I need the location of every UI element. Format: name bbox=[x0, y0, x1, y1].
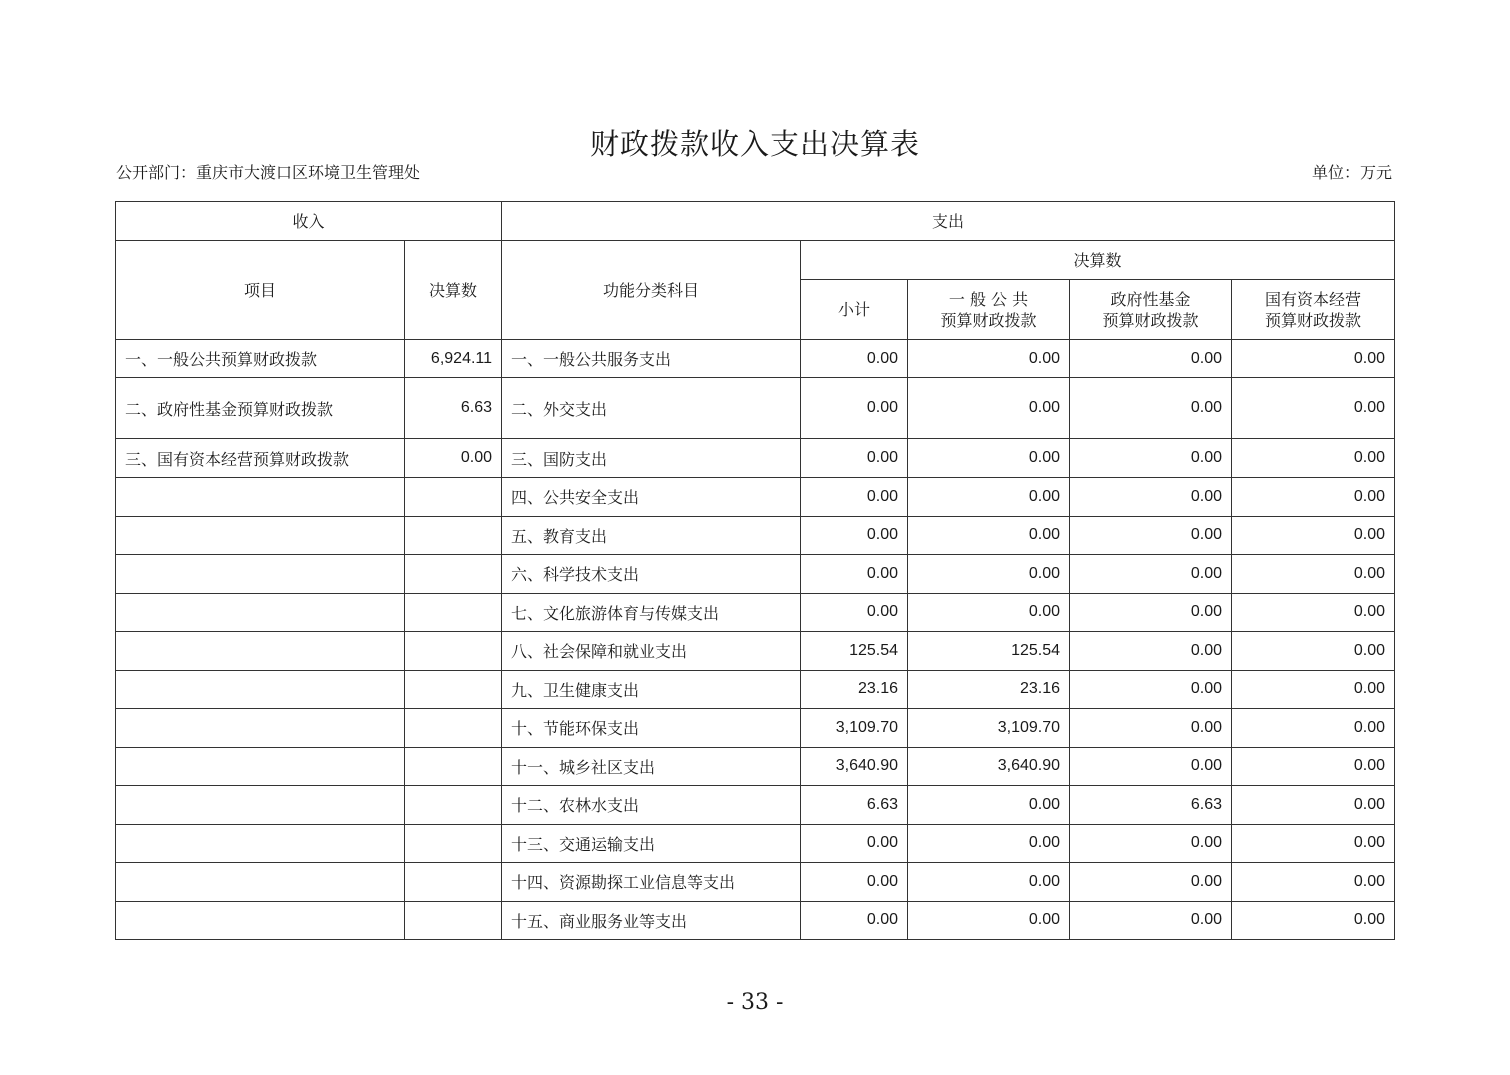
table-row bbox=[116, 478, 1395, 517]
general-budget-cell: 0.00 bbox=[908, 340, 1070, 378]
gov-fund-cell: 0.00 bbox=[1070, 340, 1232, 378]
budget-table bbox=[115, 201, 1395, 940]
income-final-amount-header: 决算数 bbox=[405, 241, 502, 340]
general-budget-cell: 125.54 bbox=[908, 632, 1070, 671]
table-row bbox=[116, 555, 1395, 594]
item-header: 项目 bbox=[116, 241, 405, 340]
state-capital-cell: 0.00 bbox=[1232, 747, 1395, 786]
income-item-cell bbox=[116, 593, 405, 632]
income-item-cell bbox=[116, 632, 405, 671]
department-label: 公开部门：重庆市大渡口区环境卫生管理处 bbox=[116, 163, 421, 182]
state-capital-cell: 0.00 bbox=[1232, 593, 1395, 632]
category-cell: 七、文化旅游体育与传媒支出 bbox=[502, 593, 801, 632]
category-cell: 六、科学技术支出 bbox=[502, 555, 801, 594]
gov-fund-cell: 0.00 bbox=[1070, 593, 1232, 632]
subtotal-cell: 0.00 bbox=[801, 516, 908, 555]
income-amount-cell bbox=[405, 593, 502, 632]
table-row bbox=[116, 340, 1395, 378]
state-capital-cell: 0.00 bbox=[1232, 340, 1395, 378]
state-capital-cell: 0.00 bbox=[1232, 670, 1395, 709]
general-budget-cell: 0.00 bbox=[908, 901, 1070, 940]
gov-fund-cell: 0.00 bbox=[1070, 747, 1232, 786]
income-amount-cell bbox=[405, 709, 502, 748]
income-amount-cell bbox=[405, 786, 502, 825]
unit-label: 单位：万元 bbox=[1311, 163, 1392, 182]
general-budget-cell: 0.00 bbox=[908, 478, 1070, 517]
state-capital-budget-header: 国有资本经营 预算财政拨款 bbox=[1232, 280, 1395, 340]
subtotal-cell: 0.00 bbox=[801, 439, 908, 478]
category-cell: 九、卫生健康支出 bbox=[502, 670, 801, 709]
income-amount-cell bbox=[405, 747, 502, 786]
general-budget-cell: 0.00 bbox=[908, 593, 1070, 632]
subtotal-cell: 0.00 bbox=[801, 555, 908, 594]
income-amount-cell bbox=[405, 863, 502, 902]
subtotal-cell: 0.00 bbox=[801, 863, 908, 902]
subtotal-cell: 125.54 bbox=[801, 632, 908, 671]
state-capital-cell: 0.00 bbox=[1232, 901, 1395, 940]
income-item-cell: 一、一般公共预算财政拨款 bbox=[116, 340, 405, 378]
table-row bbox=[116, 439, 1395, 478]
income-item-cell bbox=[116, 670, 405, 709]
general-budget-cell: 0.00 bbox=[908, 863, 1070, 902]
subtotal-cell: 0.00 bbox=[801, 901, 908, 940]
general-budget-cell: 0.00 bbox=[908, 786, 1070, 825]
subtotal-header: 小计 bbox=[801, 280, 908, 340]
income-header: 收入 bbox=[116, 202, 502, 241]
income-amount-cell bbox=[405, 516, 502, 555]
income-item-cell bbox=[116, 786, 405, 825]
income-amount-cell bbox=[405, 824, 502, 863]
general-budget-header: 一 般 公 共 预算财政拨款 bbox=[908, 280, 1070, 340]
category-cell: 十、节能环保支出 bbox=[502, 709, 801, 748]
general-budget-cell: 0.00 bbox=[908, 555, 1070, 594]
income-amount-cell: 6,924.11 bbox=[405, 340, 502, 378]
table-row bbox=[116, 824, 1395, 863]
page-title: 财政拨款收入支出决算表 bbox=[589, 127, 920, 161]
category-cell: 一、一般公共服务支出 bbox=[502, 340, 801, 378]
state-capital-cell: 0.00 bbox=[1232, 555, 1395, 594]
table-row bbox=[116, 901, 1395, 940]
state-capital-cell: 0.00 bbox=[1232, 516, 1395, 555]
general-budget-cell: 0.00 bbox=[908, 516, 1070, 555]
state-capital-cell: 0.00 bbox=[1232, 378, 1395, 439]
gov-fund-cell: 0.00 bbox=[1070, 478, 1232, 517]
income-item-cell bbox=[116, 747, 405, 786]
category-cell: 八、社会保障和就业支出 bbox=[502, 632, 801, 671]
state-capital-cell: 0.00 bbox=[1232, 824, 1395, 863]
table-row bbox=[116, 632, 1395, 671]
general-budget-cell: 3,640.90 bbox=[908, 747, 1070, 786]
table-row bbox=[116, 378, 1395, 439]
state-capital-cell: 0.00 bbox=[1232, 439, 1395, 478]
general-budget-cell: 0.00 bbox=[908, 824, 1070, 863]
income-amount-cell: 6.63 bbox=[405, 378, 502, 439]
gov-fund-cell: 0.00 bbox=[1070, 901, 1232, 940]
expenditure-final-amount-header: 决算数 bbox=[801, 241, 1395, 280]
gov-fund-cell: 0.00 bbox=[1070, 709, 1232, 748]
category-cell: 二、外交支出 bbox=[502, 378, 801, 439]
income-amount-cell bbox=[405, 632, 502, 671]
gov-fund-cell: 0.00 bbox=[1070, 555, 1232, 594]
income-item-cell bbox=[116, 555, 405, 594]
income-item-cell: 二、政府性基金预算财政拨款 bbox=[116, 378, 405, 439]
general-budget-cell: 23.16 bbox=[908, 670, 1070, 709]
gov-fund-cell: 0.00 bbox=[1070, 670, 1232, 709]
income-item-cell bbox=[116, 863, 405, 902]
gov-fund-cell: 0.00 bbox=[1070, 824, 1232, 863]
table-row bbox=[116, 786, 1395, 825]
subtotal-cell: 3,109.70 bbox=[801, 709, 908, 748]
gov-fund-cell: 0.00 bbox=[1070, 516, 1232, 555]
table-row bbox=[116, 516, 1395, 555]
income-amount-cell bbox=[405, 670, 502, 709]
table-row bbox=[116, 670, 1395, 709]
state-capital-cell: 0.00 bbox=[1232, 709, 1395, 748]
state-capital-cell: 0.00 bbox=[1232, 632, 1395, 671]
gov-fund-cell: 6.63 bbox=[1070, 786, 1232, 825]
category-cell: 三、国防支出 bbox=[502, 439, 801, 478]
gov-fund-cell: 0.00 bbox=[1070, 863, 1232, 902]
expenditure-header: 支出 bbox=[502, 202, 1395, 241]
subtotal-cell: 0.00 bbox=[801, 378, 908, 439]
page-number: - 33 - bbox=[726, 990, 784, 1015]
gov-fund-budget-header: 政府性基金 预算财政拨款 bbox=[1070, 280, 1232, 340]
table-row bbox=[116, 593, 1395, 632]
category-cell: 十二、农林水支出 bbox=[502, 786, 801, 825]
state-capital-cell: 0.00 bbox=[1232, 478, 1395, 517]
category-cell: 四、公共安全支出 bbox=[502, 478, 801, 517]
state-capital-cell: 0.00 bbox=[1232, 863, 1395, 902]
income-amount-cell: 0.00 bbox=[405, 439, 502, 478]
category-cell: 十一、城乡社区支出 bbox=[502, 747, 801, 786]
state-capital-cell: 0.00 bbox=[1232, 786, 1395, 825]
income-item-cell bbox=[116, 824, 405, 863]
general-budget-cell: 0.00 bbox=[908, 378, 1070, 439]
income-item-cell bbox=[116, 516, 405, 555]
subtotal-cell: 6.63 bbox=[801, 786, 908, 825]
category-cell: 五、教育支出 bbox=[502, 516, 801, 555]
subtotal-cell: 0.00 bbox=[801, 478, 908, 517]
income-amount-cell bbox=[405, 478, 502, 517]
subtotal-cell: 3,640.90 bbox=[801, 747, 908, 786]
income-item-cell bbox=[116, 709, 405, 748]
income-amount-cell bbox=[405, 555, 502, 594]
subtotal-cell: 23.16 bbox=[801, 670, 908, 709]
income-amount-cell bbox=[405, 901, 502, 940]
subtotal-cell: 0.00 bbox=[801, 824, 908, 863]
category-cell: 十四、资源勘探工业信息等支出 bbox=[502, 863, 801, 902]
general-budget-cell: 3,109.70 bbox=[908, 709, 1070, 748]
category-cell: 十五、商业服务业等支出 bbox=[502, 901, 801, 940]
gov-fund-cell: 0.00 bbox=[1070, 439, 1232, 478]
gov-fund-cell: 0.00 bbox=[1070, 632, 1232, 671]
income-item-cell bbox=[116, 901, 405, 940]
category-cell: 十三、交通运输支出 bbox=[502, 824, 801, 863]
table-row bbox=[116, 863, 1395, 902]
gov-fund-cell: 0.00 bbox=[1070, 378, 1232, 439]
functional-category-header: 功能分类科目 bbox=[502, 241, 801, 340]
subtotal-cell: 0.00 bbox=[801, 340, 908, 378]
income-item-cell: 三、国有资本经营预算财政拨款 bbox=[116, 439, 405, 478]
subtotal-cell: 0.00 bbox=[801, 593, 908, 632]
table-row bbox=[116, 747, 1395, 786]
table-row bbox=[116, 709, 1395, 748]
general-budget-cell: 0.00 bbox=[908, 439, 1070, 478]
income-item-cell bbox=[116, 478, 405, 517]
